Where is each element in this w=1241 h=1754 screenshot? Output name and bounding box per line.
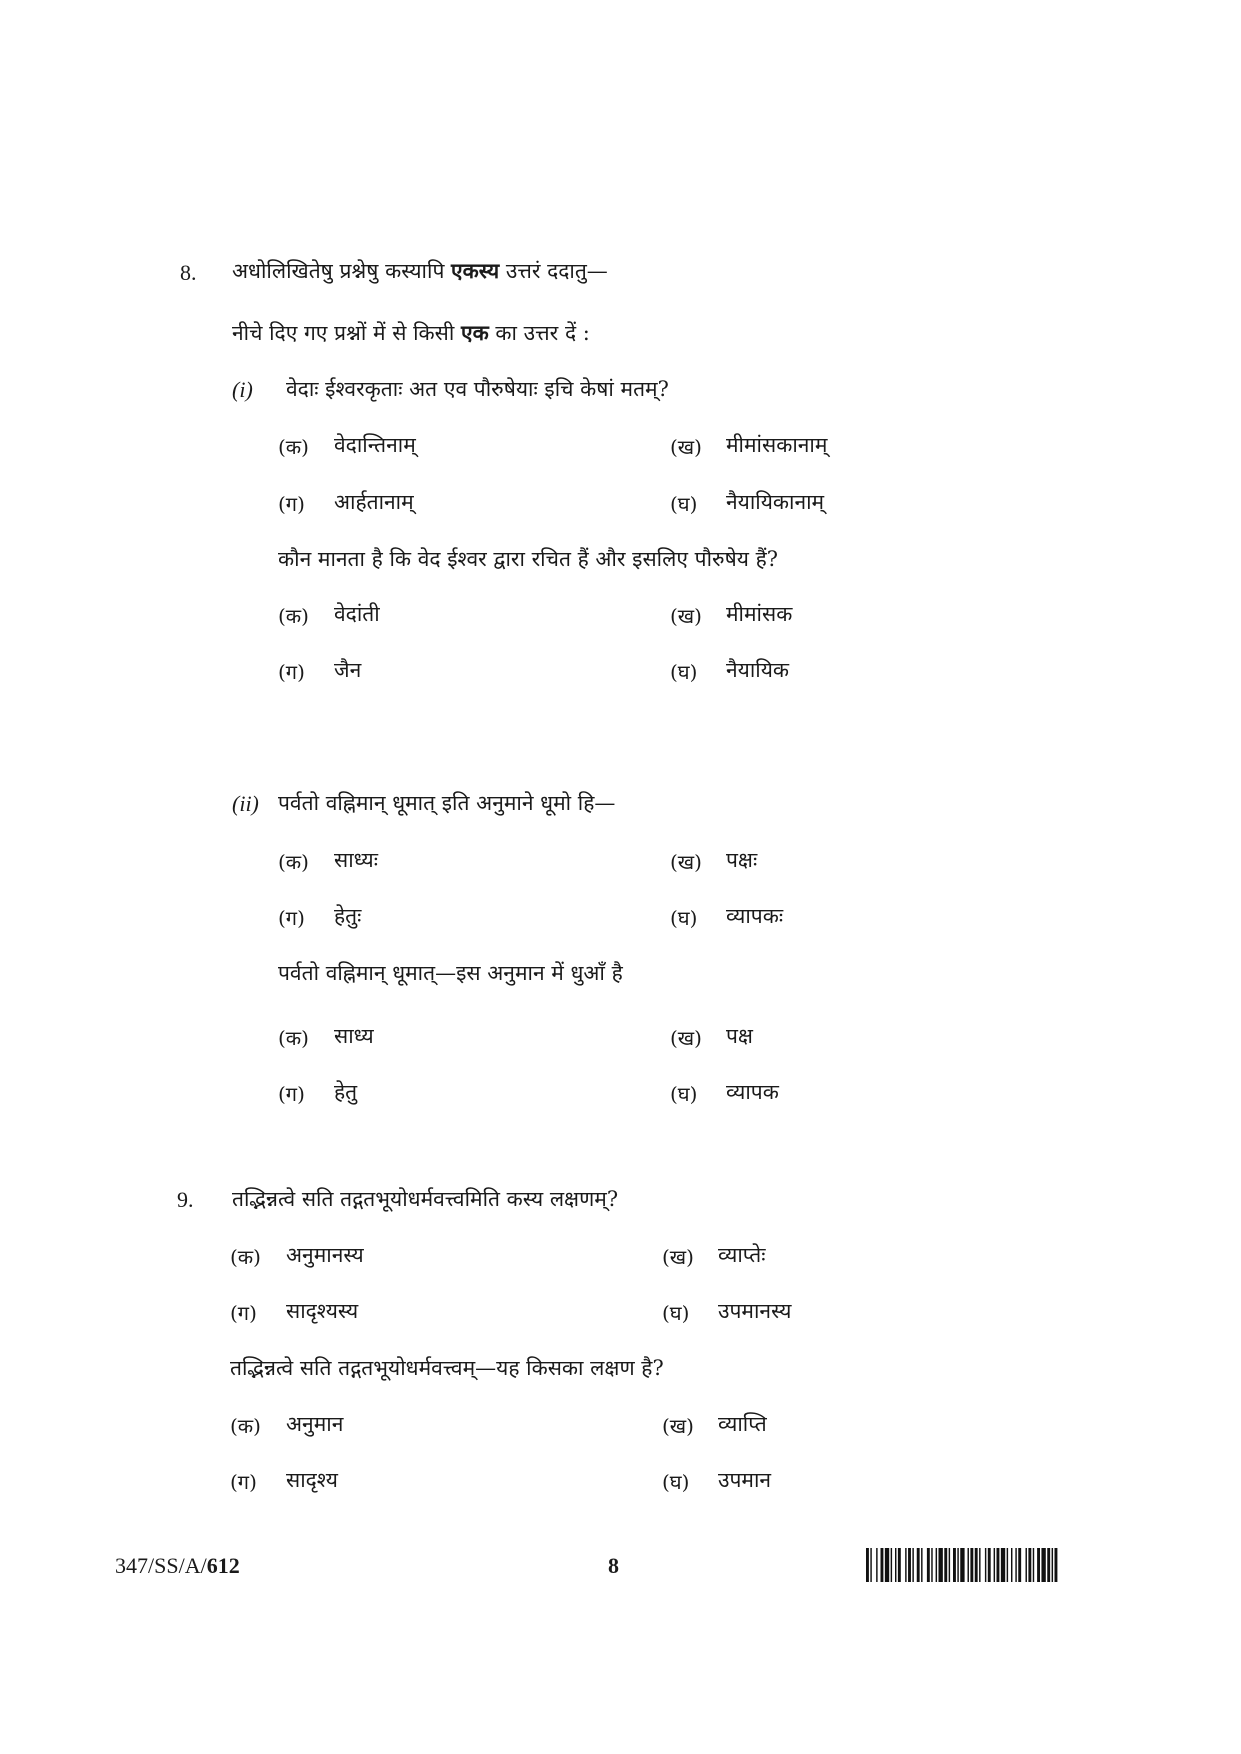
barcode-bar <box>979 1548 980 1582</box>
option-label: (ख) <box>670 435 702 459</box>
option-label: (ख) <box>670 850 702 874</box>
barcode-bar <box>912 1548 913 1582</box>
option-label: (ख) <box>662 1245 694 1269</box>
option-text: वेदांती <box>334 602 380 626</box>
page-number: 8 <box>608 1553 619 1578</box>
instruction-text: अधोलिखितेषु प्रश्नेषु कस्यापि <box>232 259 452 283</box>
barcode-bar <box>866 1548 869 1582</box>
option-text: साध्यः <box>334 848 378 872</box>
barcode-bar <box>931 1548 932 1582</box>
barcode-bar <box>970 1548 973 1582</box>
barcode-bar <box>1026 1548 1027 1582</box>
barcode-bar <box>949 1548 950 1582</box>
barcode-bar <box>1055 1548 1058 1582</box>
option-text: हेतु <box>334 1080 358 1104</box>
barcode-bar <box>994 1548 995 1582</box>
option-text: मीमांसक <box>726 602 793 626</box>
question-text-hindi: तद्भिन्नत्वे सति तद्गतभूयोधर्मवत्त्वम्—यह किसका लक्षण है? <box>230 1356 664 1380</box>
barcode-bar <box>1037 1548 1040 1582</box>
option-label: (क) <box>230 1414 261 1438</box>
option-label: (ग) <box>230 1470 257 1494</box>
barcode-bar <box>1011 1548 1012 1582</box>
option-label: (घ) <box>670 1082 698 1106</box>
option-text: जैन <box>334 658 362 682</box>
question-text-sanskrit: तद्भिन्नत्वे सति तद्गतभूयोधर्मवत्त्वमिति कस्य लक्षणम्? <box>232 1187 619 1211</box>
option-text: व्याप्तेः <box>718 1243 766 1267</box>
option-text: व्यापकः <box>726 904 784 928</box>
barcode-bar <box>1052 1548 1053 1582</box>
barcode-bar <box>960 1548 964 1582</box>
option-text: उपमान <box>718 1468 772 1492</box>
barcode-bar <box>885 1548 889 1582</box>
instruction-emphasis: एक <box>461 320 489 345</box>
barcode-bar <box>953 1548 956 1582</box>
option-label: (ग) <box>230 1301 257 1325</box>
option-text: अनुमान <box>286 1412 344 1436</box>
barcode-bar <box>927 1548 930 1582</box>
option-text: आर्हतानाम् <box>334 490 414 514</box>
option-text: अनुमानस्य <box>286 1243 364 1267</box>
paper-code-number: 612 <box>206 1553 240 1578</box>
option-text: मीमांसकानाम् <box>726 433 828 457</box>
barcode-bar <box>957 1548 958 1582</box>
option-label: (घ) <box>662 1470 690 1494</box>
option-label: (ख) <box>670 604 702 628</box>
subquestion-text-hindi: पर्वतो वह्निमान् धूमात्—इस अनुमान में धुआँ है <box>278 961 623 985</box>
option-label: (क) <box>278 850 309 874</box>
barcode-bar <box>891 1548 892 1582</box>
barcode-bar <box>968 1548 969 1582</box>
barcode-bar <box>988 1548 991 1582</box>
barcode-bar <box>1041 1548 1045 1582</box>
barcode-bar <box>876 1548 877 1582</box>
instruction-text: का उत्तर दें : <box>488 321 590 345</box>
option-label: (ग) <box>278 906 305 930</box>
barcode-bar <box>1028 1548 1031 1582</box>
option-label: (ख) <box>670 1026 702 1050</box>
barcode-icon <box>866 1548 1128 1582</box>
option-label: (क) <box>278 1026 309 1050</box>
option-label: (घ) <box>670 660 698 684</box>
instruction-text: उत्तरं ददातु— <box>499 259 608 283</box>
question-instruction-hindi <box>232 320 590 346</box>
subquestion-text-sanskrit: वेदाः ईश्वरकृताः अत एव पौरुषेयाः इचि केषां मतम्? <box>286 377 669 401</box>
barcode-bar <box>881 1548 884 1582</box>
option-text: पक्षः <box>726 848 758 872</box>
barcode-bar <box>1015 1548 1016 1582</box>
option-label: (घ) <box>670 492 698 516</box>
option-text: नैयायिकानाम् <box>726 490 825 514</box>
option-text: सादृश्य <box>286 1468 338 1492</box>
barcode-bar <box>905 1548 906 1582</box>
barcode-bar <box>939 1548 943 1582</box>
option-label: (क) <box>278 604 309 628</box>
barcode-bar <box>944 1548 947 1582</box>
subquestion-text-sanskrit: पर्वतो वह्निमान् धूमात् इति अनुमाने धूमो हि— <box>278 791 616 815</box>
option-text: उपमानस्य <box>718 1299 792 1323</box>
barcode-bar <box>1001 1548 1005 1582</box>
option-text: वेदान्तिनाम् <box>334 433 416 457</box>
barcode-bar <box>921 1548 922 1582</box>
option-label: (क) <box>278 435 309 459</box>
option-text: पक्ष <box>726 1024 753 1048</box>
option-label: (ग) <box>278 1082 305 1106</box>
option-label: (ग) <box>278 660 305 684</box>
instruction-emphasis: एकस्य <box>451 258 500 283</box>
barcode-bar <box>1033 1548 1034 1582</box>
option-label: (ख) <box>662 1414 694 1438</box>
barcode-bar <box>898 1548 901 1582</box>
question-instruction-sanskrit <box>232 258 608 284</box>
subquestion-label: (i) <box>232 377 253 402</box>
option-text: सादृश्यस्य <box>286 1299 359 1323</box>
barcode-bar <box>870 1548 871 1582</box>
barcode-bar <box>1047 1548 1050 1582</box>
option-text: व्यापक <box>726 1080 779 1104</box>
barcode-bar <box>908 1548 911 1582</box>
instruction-text: नीचे दिए गए प्रश्नों में से किसी <box>232 321 461 345</box>
option-text: साध्य <box>334 1024 374 1048</box>
barcode-bar <box>895 1548 896 1582</box>
option-label: (घ) <box>670 906 698 930</box>
paper-code-prefix: 347/SS/A/ <box>115 1553 207 1578</box>
barcode-bar <box>1018 1548 1021 1582</box>
option-text: नैयायिक <box>726 658 790 682</box>
barcode-bar <box>997 1548 1000 1582</box>
barcode-bar <box>975 1548 978 1582</box>
barcode-bar <box>936 1548 937 1582</box>
subquestion-label: (ii) <box>232 791 259 816</box>
barcode-bar <box>985 1548 986 1582</box>
option-label: (घ) <box>662 1301 690 1325</box>
barcode-bar <box>1007 1548 1008 1582</box>
option-text: व्याप्ति <box>718 1412 767 1436</box>
option-label: (ग) <box>278 492 305 516</box>
barcode-bar <box>917 1548 920 1582</box>
option-label: (क) <box>230 1245 261 1269</box>
subquestion-text-hindi: कौन मानता है कि वेद ईश्वर द्वारा रचित हैं और इसलिए पौरुषेय हैं? <box>278 547 778 571</box>
question-number: 8. <box>180 260 197 285</box>
option-text: हेतुः <box>334 904 362 928</box>
question-number: 9. <box>177 1187 194 1212</box>
paper-code <box>115 1553 240 1579</box>
